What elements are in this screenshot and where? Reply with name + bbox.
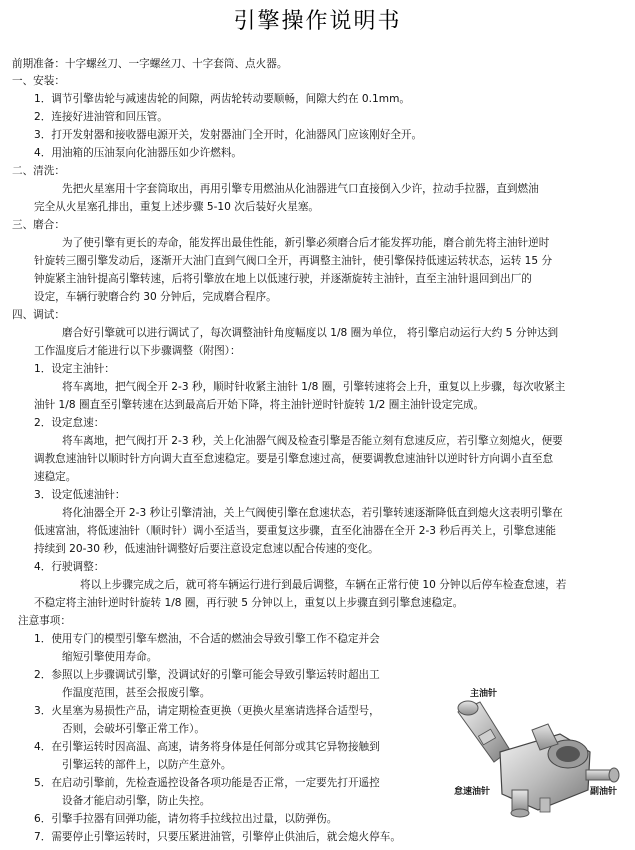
note-5-line-2: 设备才能启动引擎，防止失控。	[62, 795, 211, 807]
breakin-line-4: 设定，车辆行驶磨合约 30 分钟后，完成磨合程序。	[34, 291, 277, 303]
step4-heading: 4．行驶调整：	[34, 561, 105, 573]
note-7: 7．需要停止引擎运转时，只要压紧进油管，引擎停止供油后，就会熄火停车。	[34, 831, 401, 843]
step2-line-2: 调教怠速油针以顺时针方向调大直至怠速稳定。要是引擎怠速过高，便要调教怠速油针以逆时针方向调小直至怠	[34, 453, 554, 465]
step1-line-2: 油针 1/8 圈直至引擎转速在达到最高后开始下降，将主油针逆时针旋转 1/2 圈主油针设定完成。	[34, 399, 485, 411]
notes-heading: 注意事项：	[18, 615, 71, 627]
breakin-line-1: 为了使引擎有更长的寿命，能发挥出最佳性能，新引擎必须磨合后才能发挥功能，磨合前先将主油针逆时	[62, 237, 550, 249]
install-item-4: 4．用油箱的压油泵向化油器压如少许燃料。	[34, 147, 243, 159]
note-1-line-1: 1．使用专门的模型引擎车燃油，不合适的燃油会导致引擎工作不稳定并会	[34, 633, 380, 645]
step1-heading: 1．设定主油针：	[34, 363, 115, 375]
breakin-line-3: 钟旋紧主油针提高引擎转速，后将引擎放在地上以低速行驶，并逐渐旋转主油针，直至主油针退回到出厂的	[34, 273, 532, 285]
carburetor-figure	[440, 672, 635, 822]
step2-line-3: 速稳定。	[34, 471, 77, 483]
note-2-line-1: 2．参照以上步骤调试引擎，没调试好的引擎可能会导致引擎运转时超出工	[34, 669, 380, 681]
install-item-2: 2．连接好进油管和回压管。	[34, 111, 168, 123]
step3-line-1: 将化油器全开 2-3 秒让引擎清油，关上气阀使引擎在怠速状态，若引擎转速逐渐降低直到熄火这表明引擎在	[62, 507, 563, 519]
step3-line-2: 低速富油，将低速油针（顺时针）调小至适当，要重复这步骤，直至化油器在全开 2-3 秒后再关上，引擎怠速能	[34, 525, 556, 537]
install-item-1: 1．调节引擎齿轮与减速齿轮的间隙，两齿轮转动要顺畅，间隙大约在 0.1mm。	[34, 93, 410, 105]
note-4-line-1: 4．在引擎运转时因高温、高速，请务将身体是任何部分或其它异物接触到	[34, 741, 380, 753]
clean-line-1: 先把火星塞用十字套筒取出，再用引擎专用燃油从化油器进气口直接倒入少许，拉动手拉器，直到燃油	[62, 183, 539, 195]
page-title: 引擎操作说明书	[233, 9, 402, 34]
low-needle-label: 副油针	[590, 787, 618, 797]
step4-line-2: 不稳定将主油针逆时针旋转 1/8 圈，再行驶 5 分钟以上，重复以上步骤直到引擎怠速稳定。	[34, 597, 464, 609]
tune-intro-2: 工作温度后才能进行以下步骤调整（附图）：	[34, 345, 241, 357]
step2-line-1: 将车离地，把气阀打开 2-3 秒，关上化油器气阀及检查引擎是否能立刻有怠速反应，若引擎立刻熄火，便要	[62, 435, 563, 447]
step1-line-1: 将车离地，把气阀全开 2-3 秒，顺时针收紧主油针 1/8 圈，引擎转速将会上升，重复以上步骤，每次收紧主	[62, 381, 566, 393]
step4-line-1: 将以上步骤完成之后，就可将车辆运行进行到最后调整，车辆在正常行使 10 分钟以后停车检查怠速，若	[80, 579, 567, 591]
breakin-line-2: 针旋转三圈引擎发动后，逐渐开大油门直到气阀口全开，再调整主油针，使引擎保持低速运转状态，运转 15 分	[34, 255, 553, 267]
note-1-line-2: 缩短引擎使用寿命。	[62, 651, 158, 663]
note-4-line-2: 引擎运转的部件上，以防产生意外。	[62, 759, 232, 771]
tune-intro-1: 磨合好引擎就可以进行调试了，每次调整油针角度幅度以 1/8 圈为单位， 将引擎启动运行大约 5 分钟达到	[62, 327, 559, 339]
main-needle-label: 主油针	[470, 689, 498, 699]
note-3-line-2: 否则，会破坏引擎正常工作）。	[62, 723, 206, 735]
note-3-line-1: 3．火星塞为易损性产品，请定期检查更换（更换火星塞请选择合适型号，	[34, 705, 380, 717]
clean-line-2: 完全从火星塞孔排出，重复上述步骤 5-10 次后装好火星塞。	[34, 201, 320, 213]
breakin-heading: 三、磨合：	[12, 219, 65, 231]
prep-line: 前期准备：十字螺丝刀、一字螺丝刀、十字套筒、点火器。	[12, 58, 288, 70]
note-5-line-1: 5．在启动引擎前，先检查遥控设备各项功能是否正常，一定要先打开遥控	[34, 777, 380, 789]
step3-line-3: 持续到 20-30 秒，低速油针调整好后要注意设定怠速以配合传速的变化。	[34, 543, 379, 555]
tune-heading: 四、调试：	[12, 309, 65, 321]
install-heading: 一、安装：	[12, 75, 65, 87]
step2-heading: 2．设定怠速：	[34, 417, 105, 429]
note-2-line-2: 作温度范围，甚至会报废引擎。	[62, 687, 211, 699]
idle-needle-label: 怠速油针	[454, 787, 491, 797]
clean-heading: 二、清洗：	[12, 165, 65, 177]
step3-heading: 3．设定低速油针：	[34, 489, 126, 501]
install-item-3: 3．打开发射器和接收器电源开关，发射器油门全开时，化油器风门应该刚好全开。	[34, 129, 423, 141]
note-6: 6．引擎手拉器有回弹功能，请勿将手拉线拉出过量，以防弹伤。	[34, 813, 338, 825]
